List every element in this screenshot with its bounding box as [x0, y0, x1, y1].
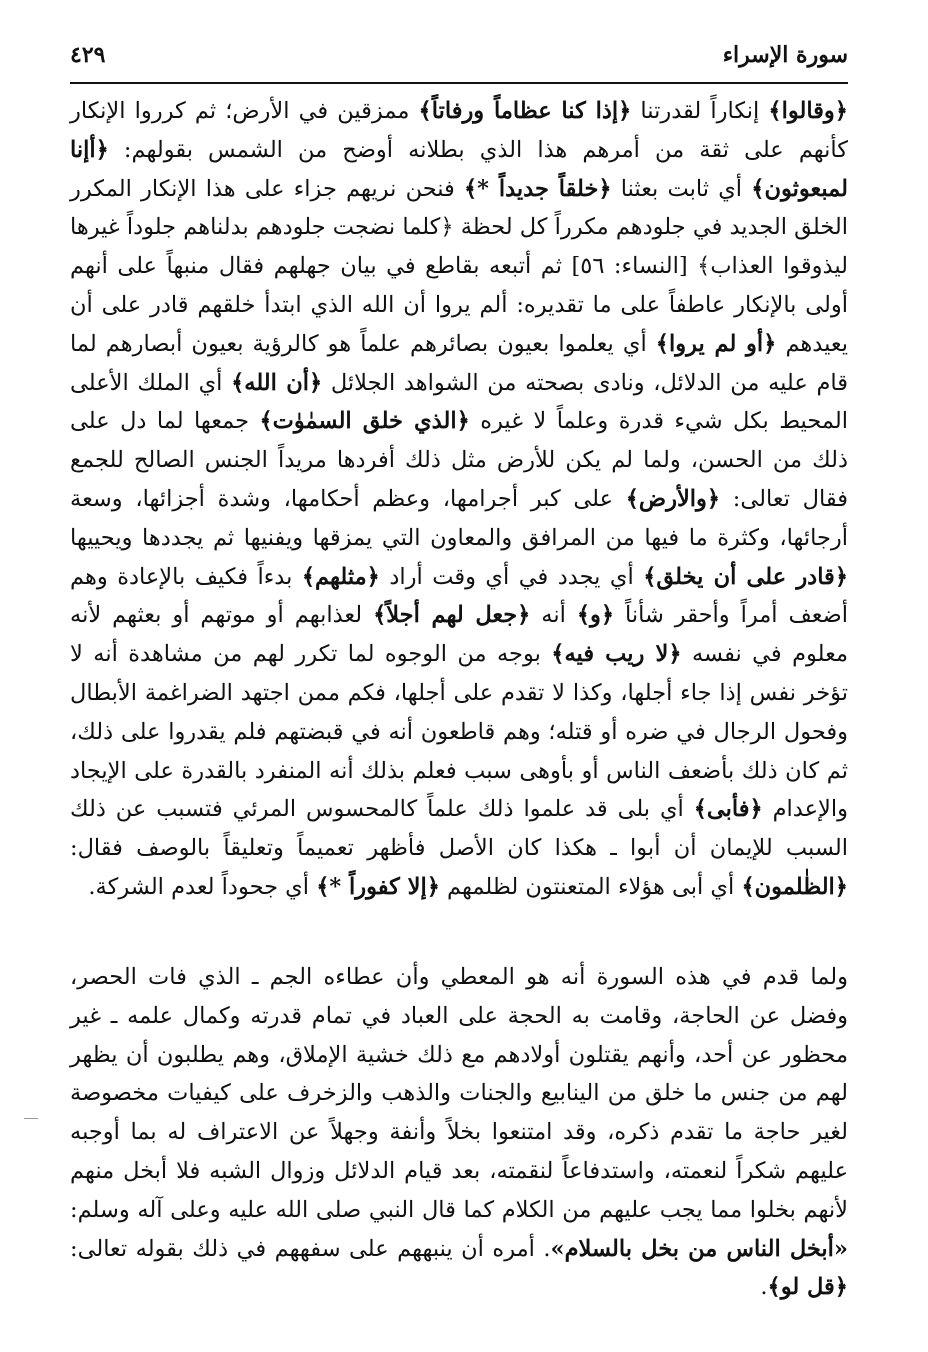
commentary-paragraph-1	[70, 92, 848, 907]
quran-quote: ﴿وقالوا﴾	[768, 98, 848, 124]
commentary-text: أي الملك الأعلى المحيط بكل شيء قدرة وعلماً لا غيره	[70, 369, 848, 435]
commentary-text: أي ثابت بعثنا	[611, 175, 752, 202]
commentary-text: فنحن نريهم جزاء على هذا الإنكار المكرر الخلق الجديد في جلودهم مكرراً كل لحظة ﴿كلما نضجت جلودهم بدلناهم جلوداً غيرها ليذوقوا العذاب﴾ [النساء: ٥٦] ثم أتبعه بقاطع في بيان جهلهم فقال منبهاً على أنهم أولى بالإنكار عاطفاً على ما تقديره: ألم يروا أن الله الذي ابتدأ خلقهم قادر على أن يعيدهم	[70, 175, 848, 357]
commentary-text: إنكاراً لقدرتنا	[631, 98, 769, 124]
commentary-paragraph-2	[70, 958, 848, 1307]
quran-quote: ﴿أن الله﴾	[231, 369, 323, 396]
commentary-text: بدءاً فكيف بالإعادة وهم أضعف أمراً وأحقر شأناً	[70, 563, 849, 629]
quran-quote: ﴿قادر على أن يخلق﴾	[643, 563, 848, 590]
commentary-text: على كبر أجرامها، وعظم أحكامها، وشدة أجزائها، وسعة أرجائها، وكثرة ما فيها من المرافق والمعاون التي يمزقها ويفنيها ثم يجددها ويحييها	[70, 485, 848, 551]
quran-quote: ﴿فأبى﴾	[693, 796, 763, 823]
commentary-text: أي جحوداً لعدم الشركة.	[88, 873, 317, 900]
commentary-text: .	[760, 1274, 768, 1301]
quran-quote: ﴿الظٰلمون﴾	[741, 873, 848, 900]
quran-quote: ﴿أو لم يروا﴾	[655, 330, 777, 357]
commentary-text: ولما قدم في هذه السورة أنه هو المعطي وأن عطاءه الجم ـ الذي فات الحصر، وفضل عن الحاجة، وقامت به الحجة على العباد في تمام قدرته وكمال علمه ـ غير محظور عن أحد، وأنهم يقتلون أولادهم مع ذلك خشية الإملاق، وهم يطلبون أن يظهر لهم من جنس ما خلق من الينابيع والجنات والذهب والزخرف على كيفيات مخصوصة لغير حاجة ما تقدم ذكره، وقد امتنعوا بخلاً وأنفة وجهلاً عن الاعتراف له بما أوجبه عليهم شكراً لنعمته، واستدفاعاً لنقمته، بعد قيام الدلائل وزوال الشبه فلا أبخل منهم لأنهم بخلوا مما يجب عليهم من الكلام كما قال النبي صلى الله عليه وعلى آله وسلم:	[70, 964, 848, 1223]
quran-quote: ﴿إلا كفوراً *﴾	[316, 873, 440, 900]
commentary-text: لعذابهم أو موتهم أو بعثهم لأنه معلوم في نفسه	[70, 602, 849, 668]
commentary-text: ممزقين في الأرض؛ ثم كرروا الإنكار كأنهم على ثقة من أمرهم هذا الذي بطلانه أوضح من الشمس بقولهم:	[70, 98, 848, 163]
margin-mark	[24, 1118, 38, 1119]
commentary-text: أي بلى قد علموا ذلك علماً كالمحسوس المرئي فتسبب عن ذلك السبب للإيمان أن أبوا ـ هكذا كان الأصل فأظهر تعميماً وتعليقاً بالوصف فقال:	[70, 796, 848, 862]
quran-quote: ﴿قل لو﴾	[767, 1274, 848, 1301]
quran-quote: ﴿إذا كنا عظاماً ورفاتاً﴾	[418, 98, 632, 124]
page-header	[70, 36, 848, 84]
commentary-text: بوجه من الوجوه لما تكرر لهم من مشاهدة أنه لا تؤخر نفس إذا جاء أجلها، وكذا لا تقدم على أجلها، فكم ممن اجتهد الضراغمة الأبطال وفحول الرجال في ضره أو قتله؛ وهم قاطعون أنه في قبضتهم فلم يقدروا على ذلك، ثم كان ذلك بأضعف الناس أو بأوهى سبب فعلم بذلك أنه المنفرد بالقدرة على الإيجاد والإعدام	[70, 641, 848, 823]
quran-quote: ﴿مثلهم﴾	[301, 563, 380, 590]
quran-quote: ﴿جعل لهم أجلاً﴾	[373, 602, 531, 629]
quran-quote: «أبخل الناس من بخل بالسلام»	[550, 1235, 848, 1262]
commentary-text: . أمره أن ينبههم على سفههم في ذلك بقوله تعالى:	[70, 1235, 551, 1262]
surah-name: سورة الإسراء	[722, 42, 848, 68]
quran-quote: ﴿و﴾	[576, 602, 615, 629]
commentary-text: أي يعلموا بعيون بصائرهم علماً هو كالرؤية بعيون أبصارهم لما قام عليه من الدلائل، ونادى بصحته من الشواهد الجلائل	[70, 330, 848, 396]
quran-quote: ﴿لا ريب فيه﴾	[551, 641, 682, 668]
page-number: ٤٢٩	[70, 42, 106, 68]
commentary-text: جمعها لما دل على ذلك من الحسن، ولما لم يكن للأرض مثل ذلك أفردها مريداً الجنس الصالح للجمع فقال تعالى:	[70, 408, 849, 512]
commentary-text: أنه	[530, 602, 577, 629]
quran-quote: ﴿الذي خلق السمٰوٰت﴾	[259, 408, 470, 435]
quran-quote: ﴿خلقاً جديداً *﴾	[463, 175, 612, 202]
commentary-text: أي أبى هؤلاء المتعنتون لظلمهم	[439, 873, 742, 900]
quran-quote: ﴿أإنا لمبعوثون﴾	[70, 136, 849, 202]
commentary-text: أي يجدد في أي وقت أراد	[379, 563, 644, 590]
quran-quote: ﴿والأرض﴾	[625, 485, 721, 512]
